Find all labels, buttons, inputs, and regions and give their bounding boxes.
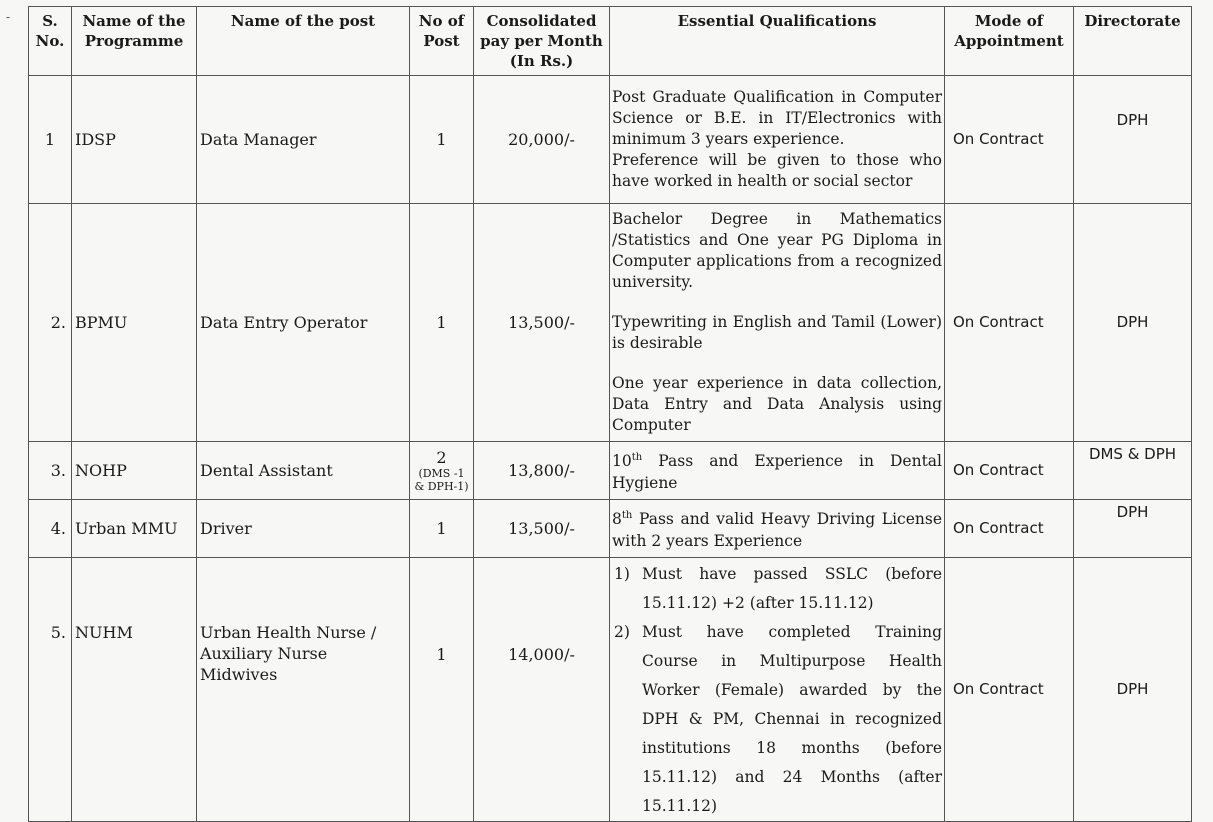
header-post: Name of the post — [197, 7, 410, 76]
cell-qualifications — [610, 558, 945, 822]
cell-pay: 13,500/- — [474, 204, 610, 442]
table-row — [29, 442, 1192, 500]
qualification-text: Bachelor Degree in Mathematics /Statistics and One year PG Diploma in Computer applications from a recognized university. — [612, 210, 942, 291]
cell-no-of-post: 1 — [410, 76, 474, 204]
table-row — [29, 76, 1192, 204]
qualification-sup: th — [621, 510, 633, 522]
cell-programme: NUHM — [72, 558, 197, 822]
header-pay: Consolidated pay per Month (In Rs.) — [474, 7, 610, 76]
cell-sno: 2. — [29, 204, 72, 442]
cell-qualifications — [610, 500, 945, 558]
cell-no-of-post — [410, 442, 474, 500]
no-of-post-detail: (DMS -1 & DPH-1) — [414, 466, 469, 493]
cell-post: Driver — [197, 500, 410, 558]
cell-programme: BPMU — [72, 204, 197, 442]
cell-programme: NOHP — [72, 442, 197, 500]
cell-directorate: DPH — [1074, 76, 1192, 204]
cell-directorate: DMS & DPH — [1074, 442, 1192, 500]
cell-mode: On Contract — [945, 204, 1074, 442]
recruitment-table-sheet — [28, 6, 1191, 818]
header-sno: S. No. — [29, 7, 72, 76]
cell-post: Dental Assistant — [197, 442, 410, 500]
header-qualifications: Essential Qualifications — [610, 7, 945, 76]
cell-mode: On Contract — [945, 558, 1074, 822]
cell-post: Urban Health Nurse / Auxiliary Nurse Midwives — [197, 558, 410, 822]
cell-mode: On Contract — [945, 500, 1074, 558]
cell-programme: IDSP — [72, 76, 197, 204]
table-row — [29, 500, 1192, 558]
cell-qualifications — [610, 76, 945, 204]
cell-pay: 20,000/- — [474, 76, 610, 204]
qualification-text: Typewriting in English and Tamil (Lower) is desirable — [612, 313, 942, 352]
cell-post: Data Manager — [197, 76, 410, 204]
cell-qualifications — [610, 204, 945, 442]
cell-mode: On Contract — [945, 442, 1074, 500]
list-item: Must have completed Training Course in Multipurpose Health Worker (Female) awarded by the DPH & PM, Chennai in recognized institutions 18 months (before 15.11.12) and 24 Months (after 15.11.12) — [642, 623, 942, 815]
header-mode: Mode of Appointment — [945, 7, 1074, 76]
table-row — [29, 558, 1192, 822]
qualification-text: Post Graduate Qualification in Computer Science or B.E. in IT/Electronics with minimum 3 years experience. — [612, 88, 942, 148]
qualification-text: Preference will be given to those who have worked in health or social sector — [612, 151, 942, 190]
cell-no-of-post: 1 — [410, 500, 474, 558]
qualification-text: Pass and Experience in Dental Hygiene — [612, 452, 942, 492]
margin-mark: - — [6, 10, 11, 24]
header-directorate: Directorate — [1074, 7, 1192, 76]
cell-no-of-post: 1 — [410, 204, 474, 442]
cell-sno: 3. — [29, 442, 72, 500]
header-programme: Name of the Programme — [72, 7, 197, 76]
qualification-text: One year experience in data collection, Data Entry and Data Analysis using Computer — [612, 374, 942, 434]
cell-directorate: DPH — [1074, 558, 1192, 822]
qualification-sup: th — [631, 452, 643, 464]
cell-mode: On Contract — [945, 76, 1074, 204]
cell-directorate: DPH — [1074, 204, 1192, 442]
cell-qualifications — [610, 442, 945, 500]
header-no-of-post: No of Post — [410, 7, 474, 76]
cell-no-of-post: 1 — [410, 558, 474, 822]
cell-pay: 13,800/- — [474, 442, 610, 500]
header-row — [29, 7, 1192, 76]
requirements-list — [612, 560, 942, 821]
cell-sno: 4. — [29, 500, 72, 558]
list-item: Must have passed SSLC (before 15.11.12) +2 (after 15.11.12) — [642, 565, 942, 612]
cell-directorate: DPH — [1074, 500, 1192, 558]
qualification-num: 10 — [612, 452, 632, 471]
qualification-num: 8 — [612, 510, 622, 529]
cell-pay: 14,000/- — [474, 558, 610, 822]
cell-sno: 1 — [29, 76, 72, 204]
recruitment-table — [28, 6, 1192, 822]
cell-post: Data Entry Operator — [197, 204, 410, 442]
no-of-post-count: 2 — [436, 447, 447, 467]
cell-programme: Urban MMU — [72, 500, 197, 558]
cell-sno: 5. — [29, 558, 72, 822]
qualification-text: Pass and valid Heavy Driving License with 2 years Experience — [612, 510, 942, 550]
table-row — [29, 204, 1192, 442]
cell-pay: 13,500/- — [474, 500, 610, 558]
